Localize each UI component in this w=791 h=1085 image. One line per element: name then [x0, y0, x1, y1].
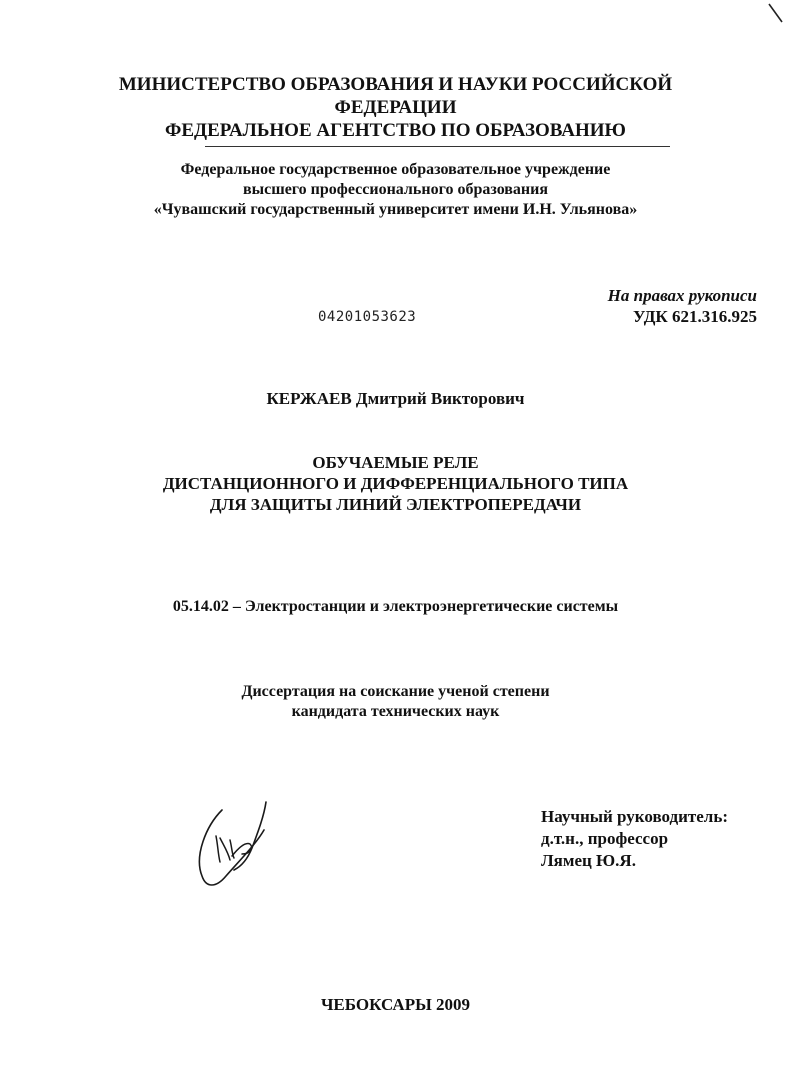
- supervisor-name: Лямец Ю.Я.: [541, 851, 636, 870]
- ministry-header: [40, 73, 751, 142]
- corner-pen-mark: [766, 2, 786, 26]
- thesis-title: [40, 452, 751, 515]
- institution-line-2: высшего профессионального образования: [242, 181, 549, 198]
- ministry-line-2: ФЕДЕРАЦИИ: [334, 97, 457, 118]
- specialty-line: [40, 597, 751, 617]
- institution-line-3: «Чувашский государственный университет имени И.Н. Ульянова»: [153, 201, 638, 218]
- archive-code: 04201053623: [318, 309, 417, 325]
- supervisor-label: Научный руководитель:: [541, 807, 728, 826]
- rights-note: На правах рукописи: [607, 286, 757, 305]
- degree-block: [40, 682, 751, 722]
- manuscript-rights-block: [608, 285, 757, 327]
- degree-line-1: Диссертация на соискание ученой степени: [241, 683, 550, 700]
- agency-line: ФЕДЕРАЛЬНОЕ АГЕНТСТВО ПО ОБРАЗОВАНИЮ: [165, 120, 626, 141]
- ministry-line-1: МИНИСТЕРСТВО ОБРАЗОВАНИЯ И НАУКИ РОССИЙСКОЙ: [118, 74, 673, 95]
- degree-line-2: кандидата технических наук: [291, 703, 500, 720]
- author-name-text: КЕРЖАЕВ Дмитрий Викторович: [266, 389, 525, 408]
- thesis-title-line-1: ОБУЧАЕМЫЕ РЕЛЕ: [312, 453, 479, 472]
- specialty-text: 05.14.02 – Электростанции и электроэнергетические системы: [172, 598, 619, 615]
- header-divider: [205, 146, 670, 147]
- city-year: [40, 994, 751, 1015]
- thesis-title-line-3: ДЛЯ ЗАЩИТЫ ЛИНИЙ ЭЛЕКТРОПЕРЕДАЧИ: [209, 495, 582, 514]
- supervisor-title: д.т.н., профессор: [541, 829, 669, 848]
- institution-block: [40, 160, 751, 220]
- city-year-text: ЧЕБОКСАРЫ 2009: [320, 995, 471, 1014]
- udc-code: УДК 621.316.925: [632, 307, 757, 326]
- thesis-title-line-2: ДИСТАНЦИОННОГО И ДИФФЕРЕНЦИАЛЬНОГО ТИПА: [162, 474, 629, 493]
- supervisor-block: [541, 806, 728, 872]
- author-name: [40, 388, 751, 409]
- handwritten-signature: [192, 796, 282, 892]
- institution-line-1: Федеральное государственное образовательное учреждение: [180, 161, 611, 178]
